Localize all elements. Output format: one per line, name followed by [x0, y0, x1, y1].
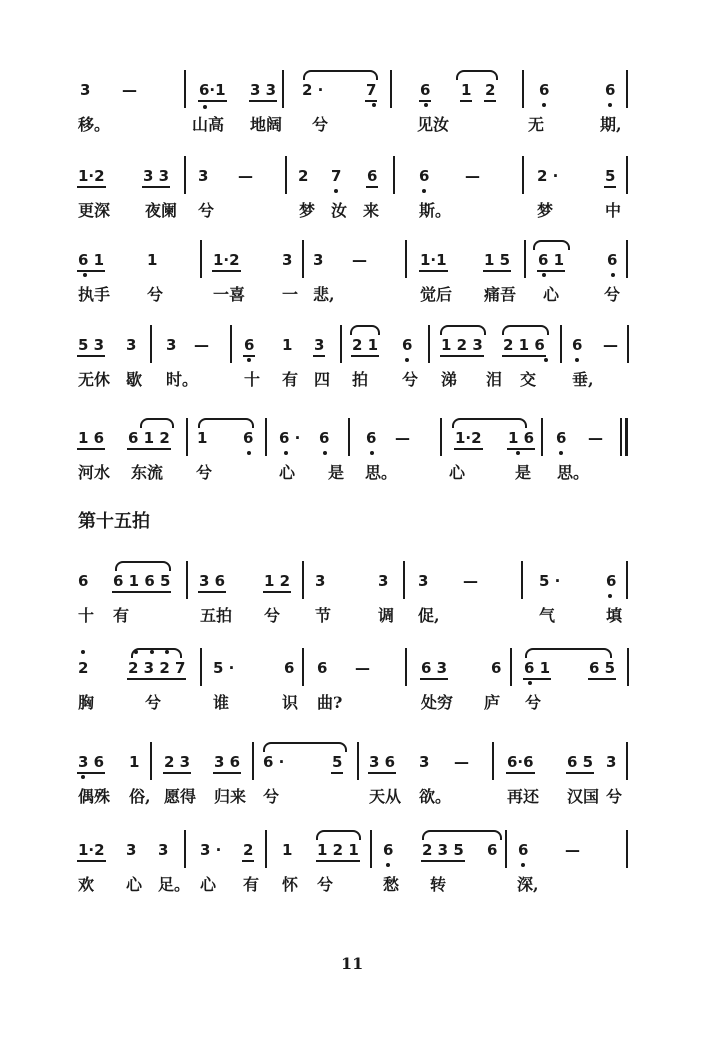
lyric-text: 心 [200, 875, 217, 894]
note-token: — [588, 429, 603, 447]
note-token: 3 6 [214, 753, 241, 771]
barline [626, 70, 628, 108]
octave-dot [247, 451, 251, 455]
notation-row [0, 648, 701, 688]
lyric-text: 无 [528, 115, 545, 134]
note-token: 7 [366, 81, 377, 99]
lyric-text: 促, [418, 606, 440, 625]
note-token: 6 [487, 841, 498, 859]
barline [184, 70, 186, 108]
lyric-text: 兮 [196, 463, 213, 482]
lyric-text: 思。 [365, 463, 398, 482]
barline [390, 70, 392, 108]
note-token: 6 [317, 659, 328, 677]
note-token: 1·2 [455, 429, 482, 447]
lyric-text: 地阔 [250, 115, 283, 134]
barline [510, 648, 512, 686]
lyric-text: 泪 [486, 370, 503, 389]
note-token: 6 5 [567, 753, 594, 771]
note-token: 3 [418, 572, 429, 590]
lyric-text: 思。 [557, 463, 590, 482]
note-token: 3 [198, 167, 209, 185]
barline [521, 561, 523, 599]
lyrics-row [0, 784, 701, 808]
octave-dot [323, 451, 327, 455]
barline [200, 648, 202, 686]
barline [626, 830, 628, 868]
lyric-text: 来 [363, 201, 380, 220]
barline [252, 742, 254, 780]
barline [403, 561, 405, 599]
note-token: 1 6 [78, 429, 105, 447]
lyric-text: 觉后 [420, 285, 453, 304]
barline [505, 830, 507, 868]
tie-arc [350, 325, 380, 335]
note-token: 1 [282, 841, 293, 859]
note-token: 3 [166, 336, 177, 354]
tie-arc [456, 70, 498, 80]
tie-arc [316, 830, 361, 840]
lyric-text: 有 [113, 606, 130, 625]
lyric-text: 一 [282, 285, 299, 304]
lyric-text: 兮 [525, 693, 542, 712]
note-token: 2 [243, 841, 254, 859]
lyric-text: 期, [600, 115, 622, 134]
note-token: 5 · [539, 572, 561, 590]
note-token: 6 [419, 167, 430, 185]
lyric-text: 心 [126, 875, 143, 894]
barline [184, 830, 186, 868]
note-token: 2 3 5 [422, 841, 464, 859]
lyric-text: 怀 [282, 875, 299, 894]
note-token: 2 1 [352, 336, 379, 354]
lyric-text: 欢 [78, 875, 95, 894]
octave-dot [542, 273, 546, 277]
lyric-text: 俗, [129, 787, 151, 806]
note-token: 6 [556, 429, 567, 447]
octave-dot [284, 451, 288, 455]
lyric-text: 兮 [263, 787, 280, 806]
note-token: 3 [315, 572, 326, 590]
note-token: 6 1 [524, 659, 551, 677]
note-token: 6 1 [78, 251, 105, 269]
lyric-text: 归来 [214, 787, 247, 806]
octave-dot [575, 358, 579, 362]
note-token: 6 [366, 429, 377, 447]
lyric-text: 兮 [145, 693, 162, 712]
notation-row [0, 156, 701, 196]
note-token: 3 6 [78, 753, 105, 771]
barline [370, 830, 372, 868]
note-token: 2 [78, 659, 89, 677]
lyric-text: 梦 [537, 201, 554, 220]
barline [627, 325, 629, 363]
lyric-text: 兮 [312, 115, 329, 134]
note-token: 2 [485, 81, 496, 99]
note-token: 3 [313, 251, 324, 269]
note-token: 3 [282, 251, 293, 269]
octave-dot [134, 650, 138, 654]
octave-dot [608, 103, 612, 107]
lyric-text: 移。 [78, 115, 111, 134]
lyric-text: 愁 [383, 875, 400, 894]
lyric-text: 见汝 [417, 115, 450, 134]
note-token: 1 2 1 [317, 841, 359, 859]
note-token: 6 [606, 572, 617, 590]
barline [393, 156, 395, 194]
barline [541, 418, 543, 456]
note-token: 6 [402, 336, 413, 354]
lyric-text: 深, [517, 875, 539, 894]
octave-dot [608, 594, 612, 598]
lyric-text: 兮 [198, 201, 215, 220]
note-token: 6 [243, 429, 254, 447]
note-token: 6 [518, 841, 529, 859]
lyrics-row [0, 603, 701, 627]
barline [626, 742, 628, 780]
lyric-text: 节 [315, 606, 332, 625]
lyric-text: 愿得 [164, 787, 197, 806]
note-token: 3 3 [250, 81, 277, 99]
note-token: 3 [80, 81, 91, 99]
lyric-text: 汉国 [567, 787, 600, 806]
barline [522, 70, 524, 108]
lyric-text: 有 [282, 370, 299, 389]
octave-dot [528, 681, 532, 685]
lyric-text: 山高 [192, 115, 225, 134]
tie-arc [131, 648, 182, 658]
octave-dot [544, 358, 548, 362]
note-token: 3 [126, 841, 137, 859]
lyric-text: 庐 [484, 693, 501, 712]
note-token: — [565, 841, 580, 859]
note-token: 6 5 [589, 659, 616, 677]
notation-row [0, 561, 701, 601]
lyric-text: 再还 [507, 787, 540, 806]
note-token: 6 3 [421, 659, 448, 677]
lyric-text: 执手 [78, 285, 111, 304]
barline [230, 325, 232, 363]
note-token: 1 2 3 [441, 336, 483, 354]
note-token: 6 [607, 251, 618, 269]
tie-arc [303, 70, 378, 80]
tie-arc [140, 418, 174, 428]
note-token: — [465, 167, 480, 185]
lyric-text: 更深 [78, 201, 111, 220]
note-token: 6 1 6 5 [113, 572, 171, 590]
barline [405, 648, 407, 686]
lyrics-row [0, 872, 701, 896]
barline [265, 830, 267, 868]
note-token: — [122, 81, 137, 99]
notation-row [0, 240, 701, 280]
barline [405, 240, 407, 278]
note-token: 1 [147, 251, 158, 269]
lyrics-row [0, 198, 701, 222]
note-token: 3 3 [143, 167, 170, 185]
note-token: 3 [158, 841, 169, 859]
lyric-text: 时。 [166, 370, 199, 389]
note-token: 1·2 [78, 841, 105, 859]
lyric-text: 气 [539, 606, 556, 625]
note-token: 1 5 [484, 251, 511, 269]
note-token: 5 [332, 753, 343, 771]
lyric-text: 歇 [126, 370, 143, 389]
note-token: 3 6 [199, 572, 226, 590]
lyric-text: 十 [244, 370, 261, 389]
lyric-text: 梦 [299, 201, 316, 220]
note-token: 6 [78, 572, 89, 590]
note-token: — [352, 251, 367, 269]
note-token: 3 6 [369, 753, 396, 771]
barline [492, 742, 494, 780]
note-token: — [395, 429, 410, 447]
octave-dot [386, 863, 390, 867]
lyric-text: 悲, [313, 285, 335, 304]
note-token: 6 [605, 81, 616, 99]
barline [348, 418, 350, 456]
note-token: 5 [605, 167, 616, 185]
notation-row [0, 830, 701, 870]
octave-dot [247, 358, 251, 362]
octave-dot [372, 103, 376, 107]
note-token: 2 [298, 167, 309, 185]
lyric-text: 兮 [606, 787, 623, 806]
note-token: 6 · [263, 753, 285, 771]
tie-arc [115, 561, 171, 571]
note-token: 5 3 [78, 336, 105, 354]
lyric-text: 调 [378, 606, 395, 625]
note-token: 6 [319, 429, 330, 447]
note-token: 6 1 [538, 251, 565, 269]
lyric-text: 汝 [331, 201, 348, 220]
barline [524, 240, 526, 278]
note-token: 6 [572, 336, 583, 354]
note-token: 6·1 [199, 81, 226, 99]
lyric-text: 拍 [352, 370, 369, 389]
lyric-text: 东流 [131, 463, 164, 482]
lyric-text: 填 [606, 606, 623, 625]
barline [428, 325, 430, 363]
barline [302, 648, 304, 686]
note-token: — [238, 167, 253, 185]
note-token: — [194, 336, 209, 354]
note-token: 7 [331, 167, 342, 185]
barline [282, 70, 284, 108]
note-token: 3 [606, 753, 617, 771]
note-token: 3 [419, 753, 430, 771]
barline [440, 418, 442, 456]
lyric-text: 是 [328, 463, 345, 482]
note-token: 2 3 2 7 [128, 659, 186, 677]
notation-row [0, 325, 701, 365]
note-token: 6 [284, 659, 295, 677]
tie-arc [422, 830, 502, 840]
octave-dot [424, 103, 428, 107]
lyrics-row [0, 460, 701, 484]
note-token: 6 [420, 81, 431, 99]
lyric-text: 心 [543, 285, 560, 304]
note-token: 1 [129, 753, 140, 771]
barline [150, 742, 152, 780]
octave-dot [559, 451, 563, 455]
octave-dot [405, 358, 409, 362]
note-token: 1·2 [78, 167, 105, 185]
lyric-text: 交 [520, 370, 537, 389]
octave-dot [81, 650, 85, 654]
barline [340, 325, 342, 363]
note-token: 1 6 [508, 429, 535, 447]
note-token: 1·2 [213, 251, 240, 269]
barline [302, 561, 304, 599]
barline [150, 325, 152, 363]
lyric-text: 是 [515, 463, 532, 482]
lyric-text: 心 [279, 463, 296, 482]
tie-arc [263, 742, 347, 752]
note-token: 2 3 [164, 753, 191, 771]
lyric-text: 兮 [402, 370, 419, 389]
lyric-text: 兮 [317, 875, 334, 894]
barline [357, 742, 359, 780]
note-token: — [355, 659, 370, 677]
note-token: 1 [461, 81, 472, 99]
barline [184, 156, 186, 194]
lyric-text: 曲? [317, 693, 343, 712]
lyric-text: 兮 [147, 285, 164, 304]
lyric-text: 涕 [441, 370, 458, 389]
barline [522, 156, 524, 194]
tie-arc [452, 418, 527, 428]
section-title: 第十五拍 [78, 511, 150, 532]
note-token: 6 [491, 659, 502, 677]
lyric-text: 有 [243, 875, 260, 894]
tie-arc [502, 325, 549, 335]
note-token: 6 [383, 841, 394, 859]
lyric-text: 中 [605, 201, 622, 220]
note-token: 1 2 [264, 572, 291, 590]
barline [200, 240, 202, 278]
barline [626, 156, 628, 194]
notation-row [0, 70, 701, 110]
octave-dot [203, 105, 207, 109]
octave-dot [81, 775, 85, 779]
lyric-text: 痛吾 [484, 285, 517, 304]
barline [186, 418, 188, 456]
note-token: 1 [197, 429, 208, 447]
note-token: — [454, 753, 469, 771]
note-token: 6 [244, 336, 255, 354]
octave-dot [542, 103, 546, 107]
note-token: 6 · [279, 429, 301, 447]
lyric-text: 天从 [369, 787, 402, 806]
note-token: 6·6 [507, 753, 534, 771]
note-token: 5 · [213, 659, 235, 677]
note-token: 3 [314, 336, 325, 354]
lyric-text: 偶殊 [78, 787, 111, 806]
barline [265, 418, 267, 456]
note-token: 1·1 [420, 251, 447, 269]
note-token: — [463, 572, 478, 590]
lyric-text: 识 [282, 693, 299, 712]
lyric-text: 谁 [213, 693, 230, 712]
lyric-text: 斯。 [419, 201, 452, 220]
lyric-text: 垂, [572, 370, 594, 389]
barline [186, 561, 188, 599]
notation-row [0, 418, 701, 458]
lyric-text: 心 [449, 463, 466, 482]
page-number: 11 [341, 954, 364, 973]
note-token: 6 1 2 [128, 429, 170, 447]
octave-dot [83, 273, 87, 277]
octave-dot [370, 451, 374, 455]
note-token: 2 1 6 [503, 336, 545, 354]
octave-dot [611, 273, 615, 277]
lyric-text: 欲。 [419, 787, 452, 806]
octave-dot [422, 189, 426, 193]
note-token: 1 [282, 336, 293, 354]
lyric-text: 转 [430, 875, 447, 894]
lyric-text: 四 [314, 370, 331, 389]
octave-dot [150, 650, 154, 654]
barline [560, 325, 562, 363]
notation-row [0, 742, 701, 782]
tie-arc [533, 240, 570, 250]
note-token: 2 · [537, 167, 559, 185]
lyrics-row [0, 112, 701, 136]
tie-arc [525, 648, 612, 658]
octave-dot [521, 863, 525, 867]
note-token: 3 · [200, 841, 222, 859]
note-token: 3 [126, 336, 137, 354]
octave-dot [334, 189, 338, 193]
lyrics-row [0, 282, 701, 306]
lyric-text: 兮 [604, 285, 621, 304]
barline [626, 240, 628, 278]
note-token: 2 · [302, 81, 324, 99]
octave-dot [516, 451, 520, 455]
note-token: 3 [378, 572, 389, 590]
lyric-text: 夜阑 [145, 201, 178, 220]
tie-arc [198, 418, 254, 428]
barline [626, 561, 628, 599]
note-token: 6 [367, 167, 378, 185]
lyrics-row [0, 690, 701, 714]
octave-dot [165, 650, 169, 654]
lyric-text: 五拍 [200, 606, 233, 625]
lyric-text: 足。 [158, 875, 191, 894]
lyric-text: 兮 [264, 606, 281, 625]
lyric-text: 十 [78, 606, 95, 625]
note-token: 6 [539, 81, 550, 99]
barline [302, 240, 304, 278]
final-barline [620, 418, 622, 456]
note-token: — [603, 336, 618, 354]
lyric-text: 河水 [78, 463, 111, 482]
barline [627, 648, 629, 686]
lyric-text: 处穷 [421, 693, 454, 712]
tie-arc [440, 325, 486, 335]
lyrics-row [0, 367, 701, 391]
lyric-text: 胸 [78, 693, 95, 712]
barline [285, 156, 287, 194]
lyric-text: 一喜 [213, 285, 246, 304]
lyric-text: 无休 [78, 370, 111, 389]
